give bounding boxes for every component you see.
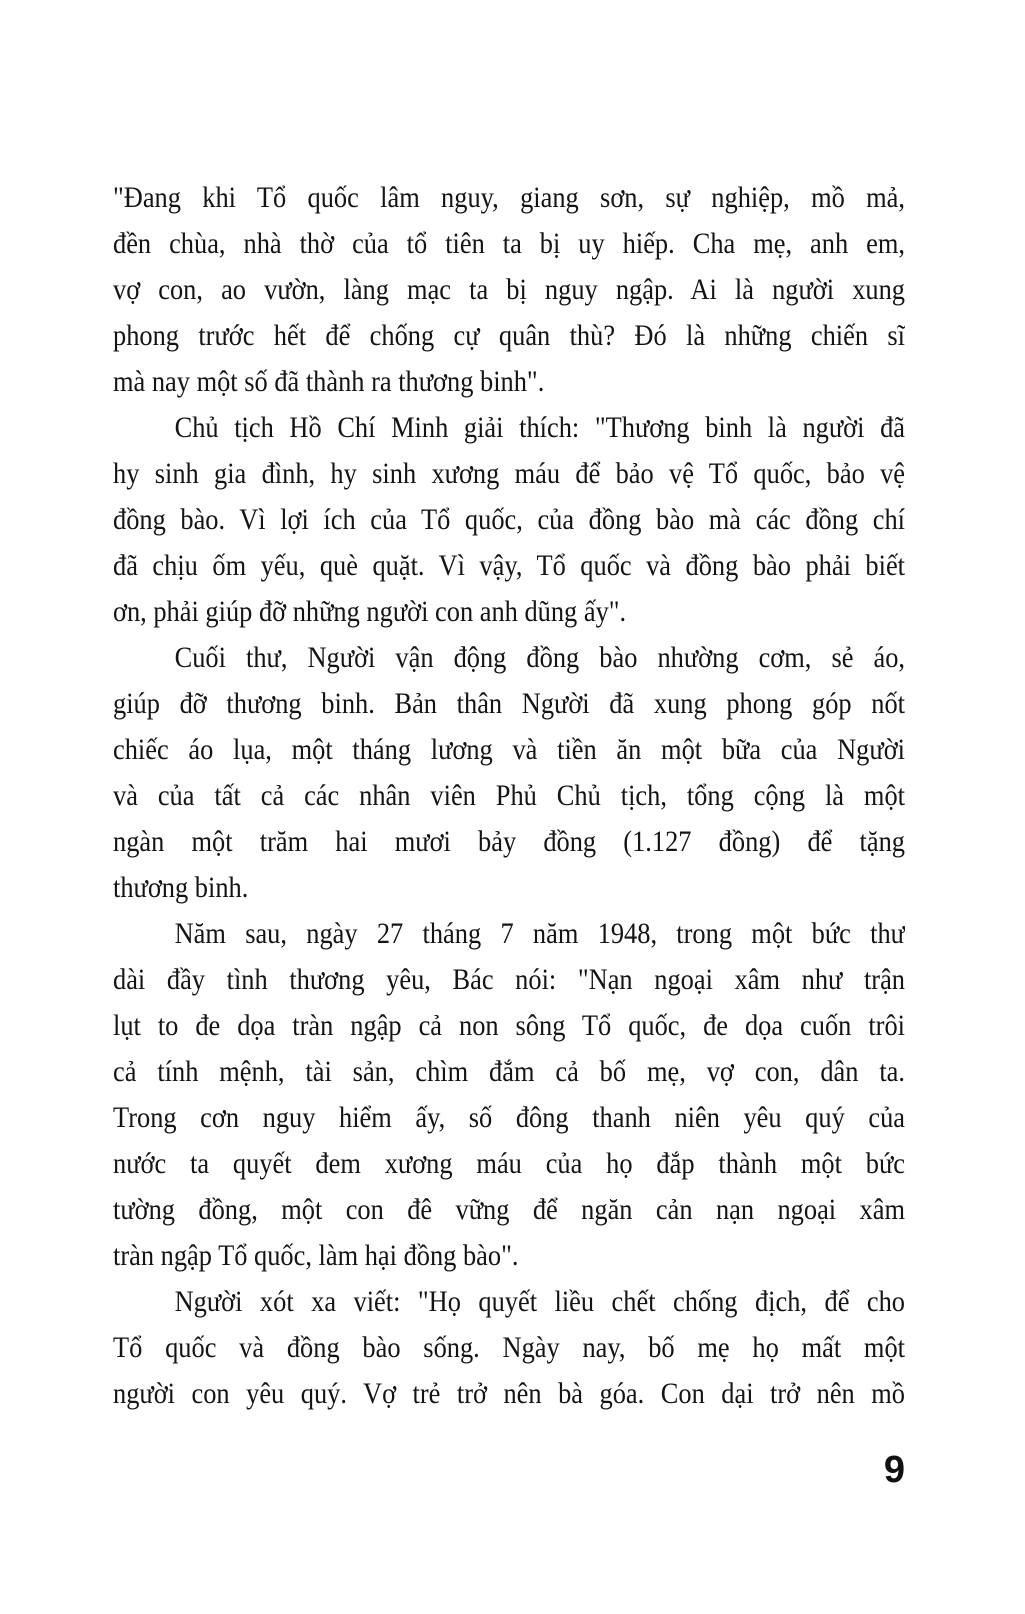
text-line: giúp đỡ thương binh. Bản thân Người đã xung phong góp nốt: [113, 687, 905, 720]
text-line: ngàn một trăm hai mươi bảy đồng (1.127 đồng) để tặng: [113, 825, 905, 858]
text-line: mà nay một số đã thành ra thương binh".: [113, 365, 545, 398]
text-line: dài đầy tình thương yêu, Bác nói: "Nạn ngoại xâm như trận: [113, 963, 905, 996]
paragraph: [113, 175, 905, 405]
text-line: hy sinh gia đình, hy sinh xương máu để bảo vệ Tổ quốc, bảo vệ: [113, 457, 905, 490]
text-line: ơn, phải giúp đỡ những người con anh dũng ấy".: [113, 595, 627, 628]
text-line: tràn ngập Tổ quốc, làm hại đồng bào".: [113, 1239, 519, 1272]
text-line: cả tính mệnh, tài sản, chìm đắm cả bố mẹ, vợ con, dân ta.: [113, 1055, 905, 1088]
text-line: Người xót xa viết: "Họ quyết liều chết chống địch, để cho: [174, 1285, 905, 1318]
text-line: phong trước hết để chống cự quân thù? Đó là những chiến sĩ: [113, 319, 905, 352]
text-line: đã chịu ốm yếu, què quặt. Vì vậy, Tổ quốc và đồng bào phải biết: [113, 549, 905, 582]
text-line: "Đang khi Tổ quốc lâm nguy, giang sơn, sự nghiệp, mồ mả,: [113, 181, 905, 214]
text-line: nước ta quyết đem xương máu của họ đắp thành một bức: [113, 1147, 905, 1180]
text-line: thương binh.: [113, 871, 249, 904]
text-line: Chủ tịch Hồ Chí Minh giải thích: "Thương binh là người đã: [174, 411, 905, 444]
paragraph: [113, 1279, 905, 1417]
text-line: đồng bào. Vì lợi ích của Tổ quốc, của đồng bào mà các đồng chí: [113, 503, 905, 536]
text-line: Cuối thư, Người vận động đồng bào nhường cơm, sẻ áo,: [174, 641, 905, 674]
text-line: Trong cơn nguy hiểm ấy, số đông thanh niên yêu quý của: [113, 1101, 905, 1134]
paragraph: [113, 405, 905, 635]
text-line: chiếc áo lụa, một tháng lương và tiền ăn một bữa của Người: [113, 733, 905, 766]
page-text: [113, 175, 905, 1417]
text-line: lụt to đe dọa tràn ngập cả non sông Tổ quốc, đe dọa cuốn trôi: [113, 1009, 905, 1042]
paragraph: [113, 635, 905, 911]
text-line: đền chùa, nhà thờ của tổ tiên ta bị uy hiếp. Cha mẹ, anh em,: [113, 227, 905, 260]
text-line: vợ con, ao vườn, làng mạc ta bị nguy ngập. Ai là người xung: [113, 273, 905, 306]
paragraph: [113, 911, 905, 1279]
page-number: 9: [883, 1449, 905, 1491]
text-line: Năm sau, ngày 27 tháng 7 năm 1948, trong một bức thư: [174, 917, 905, 950]
text-line: người con yêu quý. Vợ trẻ trở nên bà góa. Con dại trở nên mồ: [113, 1377, 905, 1410]
text-line: và của tất cả các nhân viên Phủ Chủ tịch, tổng cộng là một: [113, 779, 905, 812]
text-line: tường đồng, một con đê vững để ngăn cản nạn ngoại xâm: [113, 1193, 905, 1226]
text-line: Tổ quốc và đồng bào sống. Ngày nay, bố mẹ họ mất một: [113, 1331, 905, 1364]
